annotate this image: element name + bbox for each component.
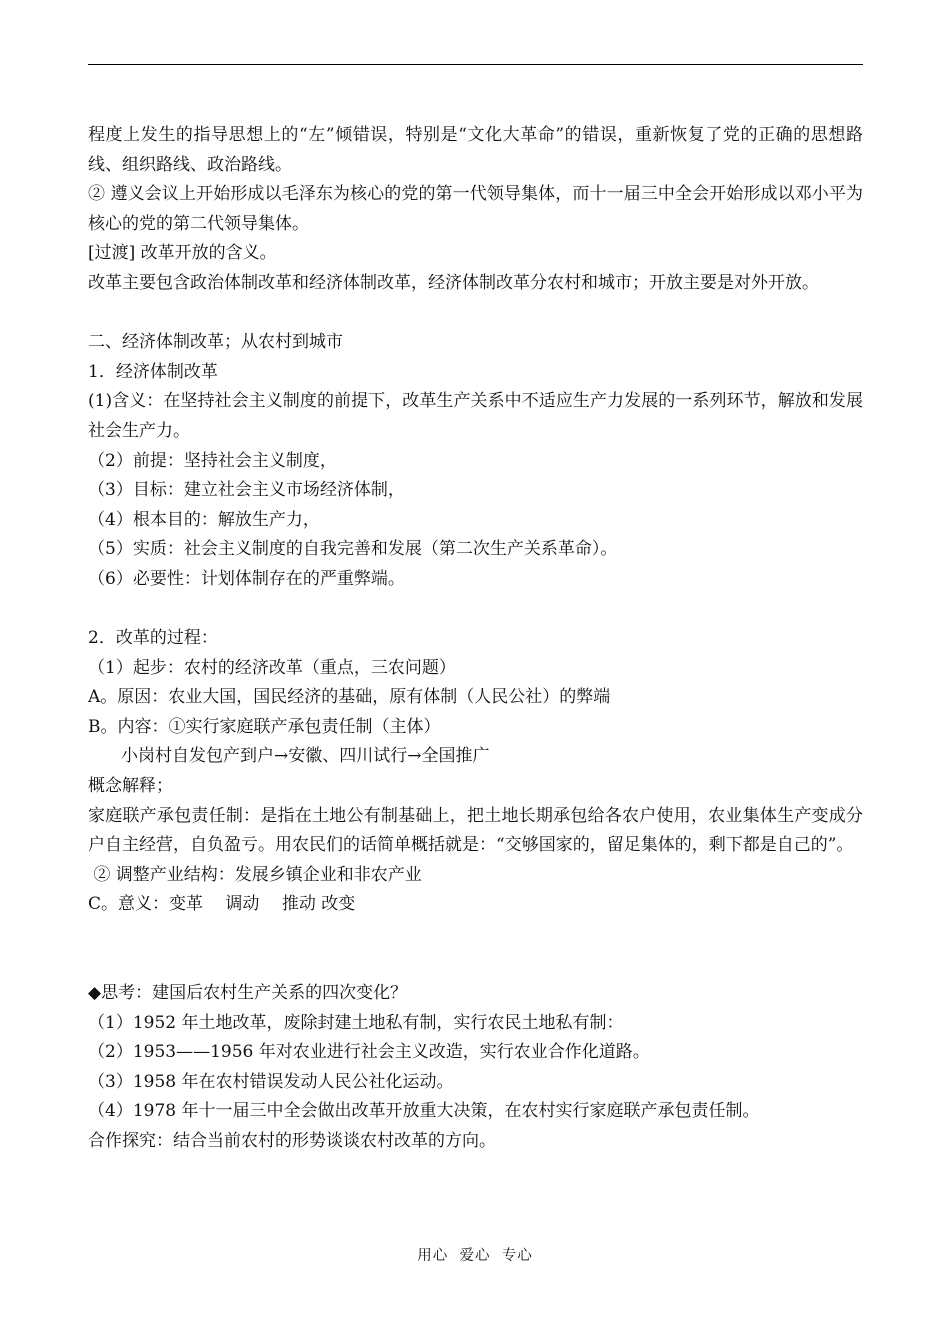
process-line: 小岗村自发包产到户→安徽、四川试行→全国推广	[121, 746, 490, 767]
list-item: （6）必要性：计划体制存在的严重弊端。	[88, 568, 405, 589]
think-title: ◆思考：建国后农村生产关系的四次变化？	[88, 983, 408, 1004]
spacer	[88, 299, 863, 329]
spacer	[88, 595, 863, 625]
list-item: B。内容：①实行家庭联产承包责任制（主体）	[88, 716, 441, 737]
list-item: (1)含义：在坚持社会主义制度的前提下，改革生产关系中不适应生产力发展的一系列环节，解放和发展社会生产力。	[88, 391, 863, 441]
paragraph: 改革主要包含政治体制改革和经济体制改革，经济体制改革分农村和城市；开放主要是对外开放。	[88, 272, 819, 293]
section-heading: 二、经济体制改革；从农村到城市	[88, 332, 343, 353]
explore-line: 合作探究：结合当前农村的形势谈谈农村改革的方向。	[88, 1131, 496, 1151]
list-item: C。意义：变革 调动 推动 改变	[88, 894, 356, 915]
page-footer: 用心 爱心 专心	[417, 1248, 533, 1264]
list-item: （4）根本目的：解放生产力，	[88, 509, 320, 530]
list-item: （2）1953——1956 年对农业进行社会主义改造，实行农业合作化道路。	[88, 1042, 650, 1063]
document-body	[88, 121, 863, 1157]
list-item: （5）实质：社会主义制度的自我完善和发展（第二次生产关系革命）。	[88, 539, 618, 560]
list-item: （4）1978 年十一届三中全会做出改革开放重大决策，在农村实行家庭联产承包责任制。	[88, 1101, 760, 1122]
list-item: A。原因：农业大国，国民经济的基础，原有体制（人民公社）的弊端	[88, 687, 611, 708]
list-item: （2）前提：坚持社会主义制度，	[88, 450, 337, 471]
transition-note: [过渡] 改革开放的含义。	[88, 243, 277, 264]
list-item: （1）1952 年土地改革，废除封建土地私有制，实行农民土地私有制：	[88, 1012, 624, 1033]
list-item: （3）目标：建立社会主义市场经济体制，	[88, 480, 405, 501]
subsection-title: 2．改革的过程：	[88, 628, 218, 649]
paragraph: 程度上发生的指导思想上的“左”倾错误，特别是“文化大革命”的错误，重新恢复了党的正确的思想路线、组织路线、政治路线。	[88, 125, 863, 175]
list-item: （3）1958 年在农村错误发动人民公社化运动。	[88, 1071, 454, 1092]
list-item: ② 调整产业结构：发展乡镇企业和非农产业	[88, 864, 422, 885]
spacer	[88, 920, 863, 979]
concept-title: 概念解释；	[88, 776, 173, 797]
header-rule	[88, 64, 863, 65]
subsection-title: 1．经济体制改革	[88, 361, 218, 382]
paragraph: ② 遵义会议上开始形成以毛泽东为核心的党的第一代领导集体，而十一届三中全会开始形成以邓小平为核心的党的第二代领导集体。	[88, 184, 863, 234]
list-item: （1）起步：农村的经济改革（重点，三农问题）	[88, 657, 456, 678]
concept-text: 家庭联产承包责任制：是指在土地公有制基础上，把土地长期承包给各农户使用，农业集体生产变成分户自主经营，自负盈亏。用农民们的话简单概括就是：“交够国家的，留足集体的，剩下都是自己的”。	[88, 805, 863, 856]
